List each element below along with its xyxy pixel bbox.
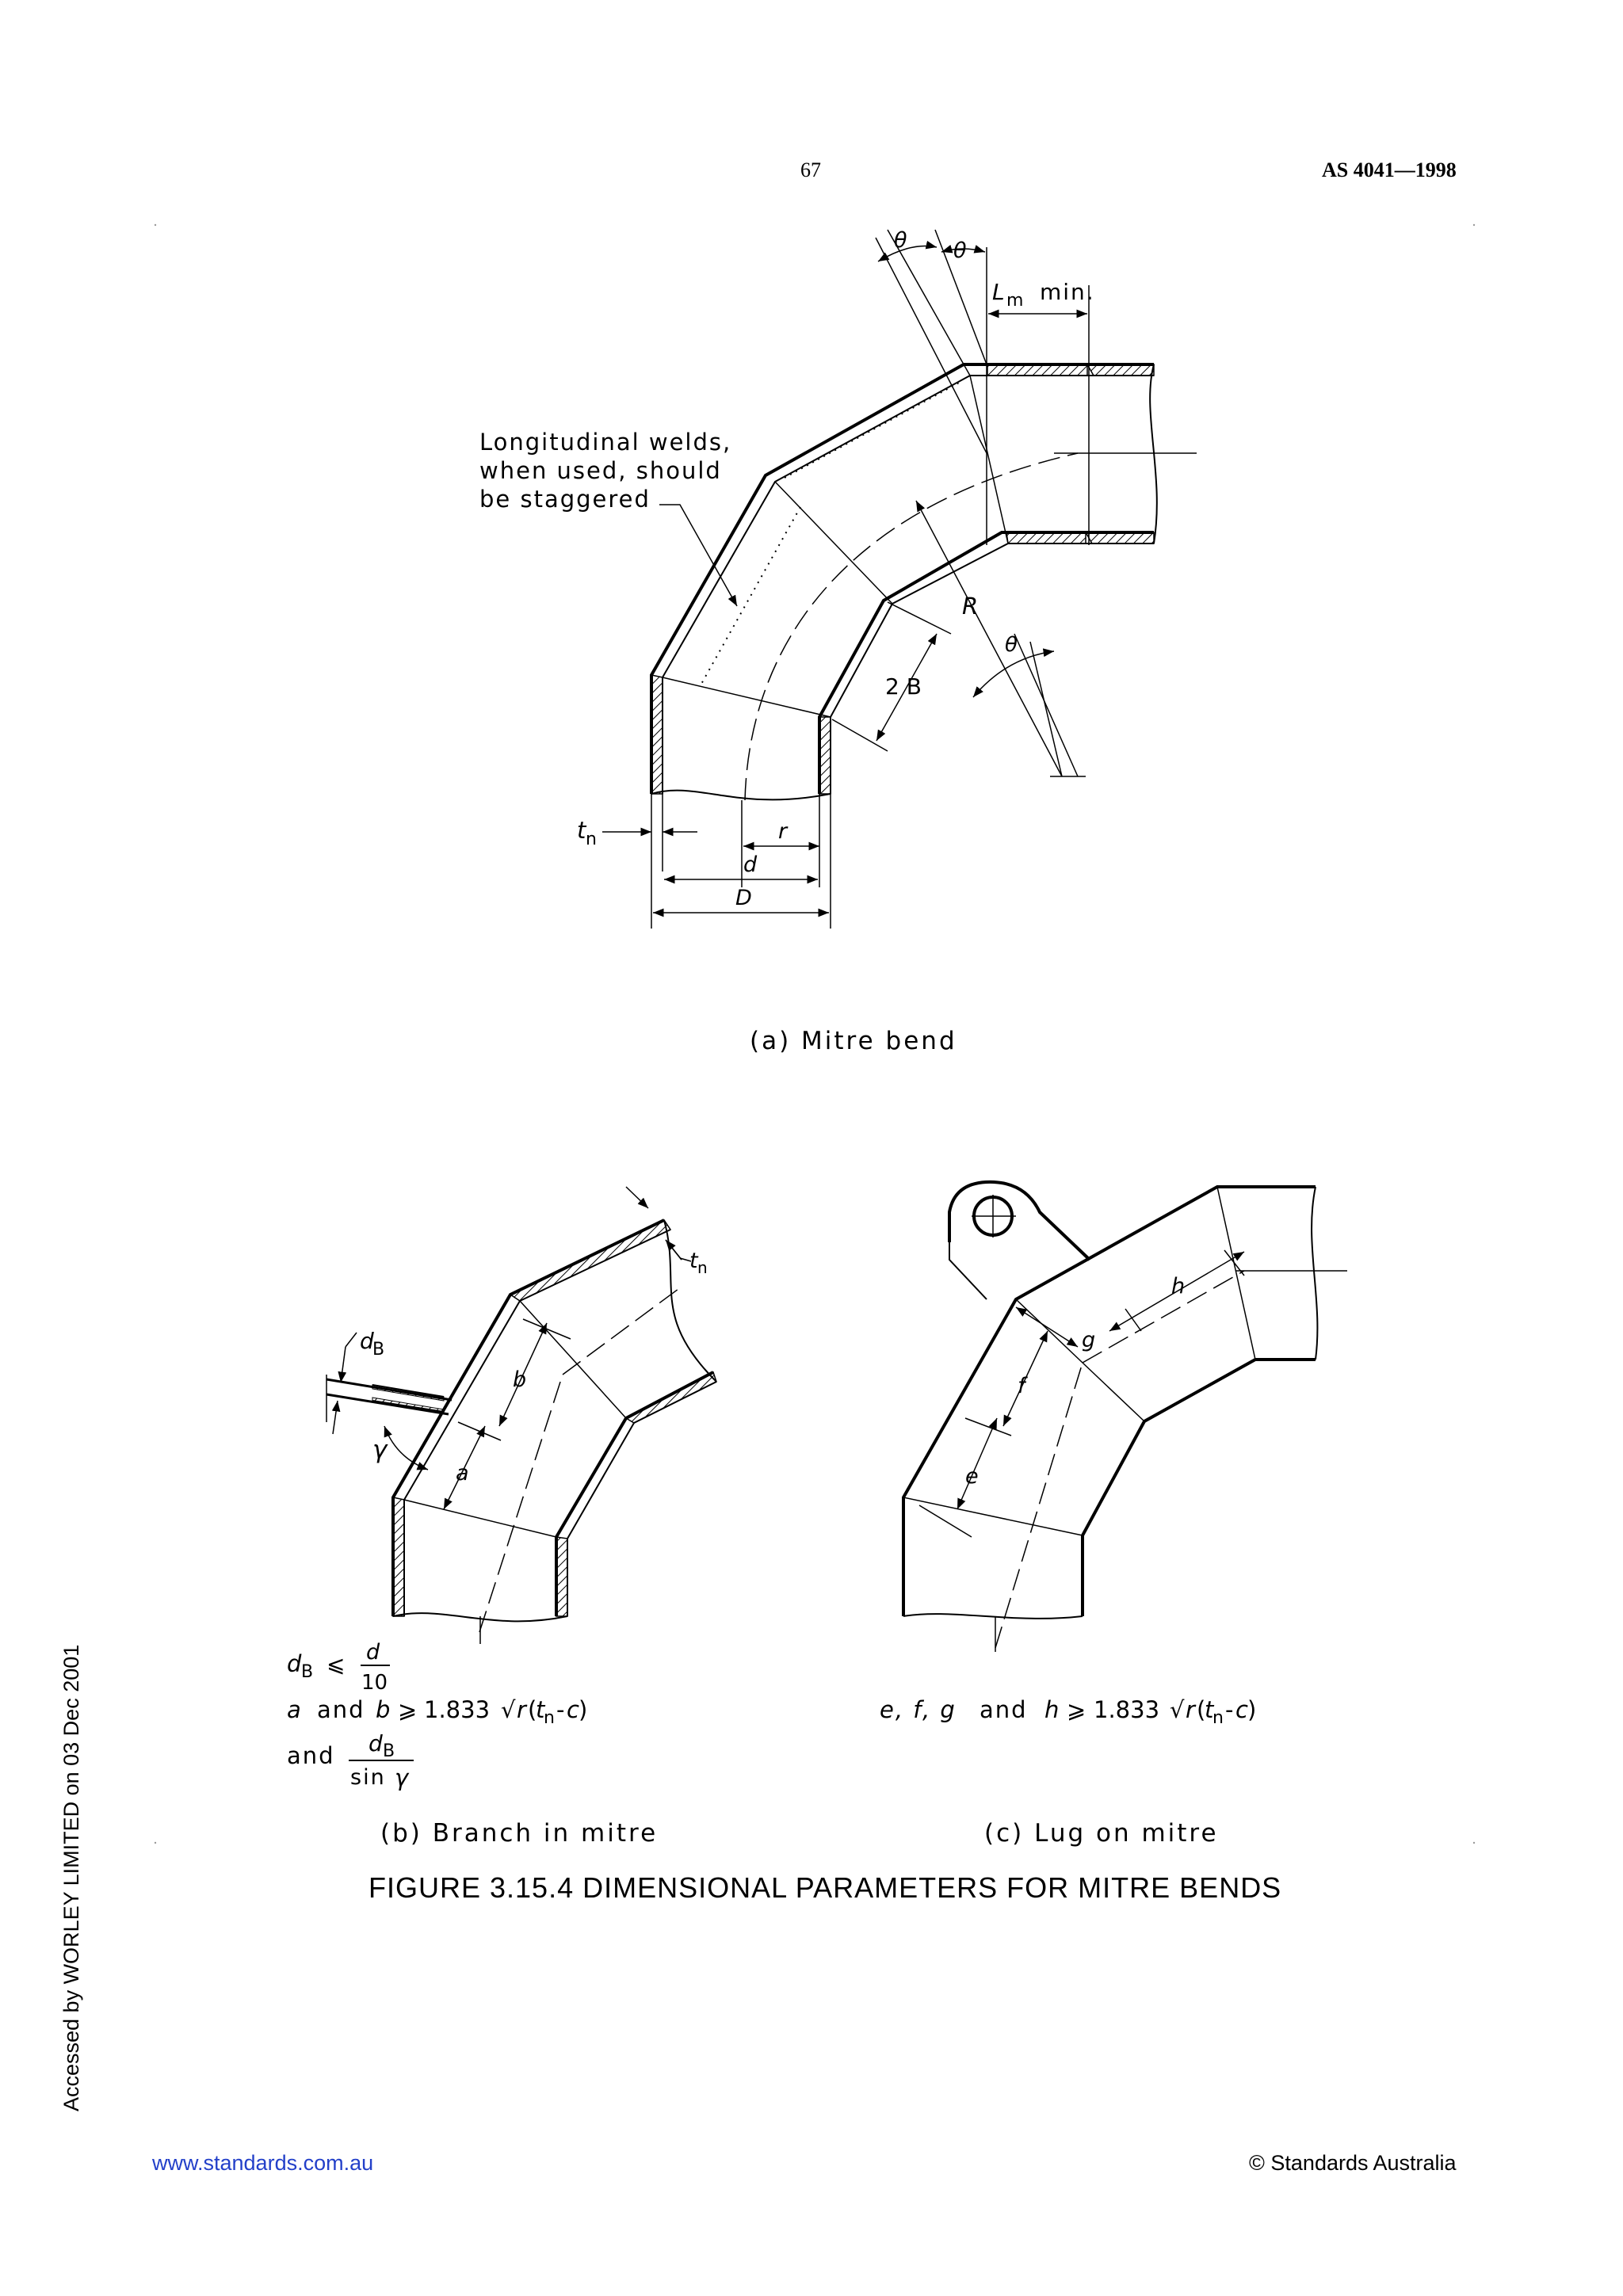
- formula-efgh: [880, 1696, 1256, 1728]
- svg-text:and: and: [317, 1696, 365, 1723]
- standard-identifier: AS 4041—1998: [1322, 158, 1457, 181]
- formula-db: [287, 1640, 390, 1695]
- svg-text:d: d: [366, 1640, 380, 1665]
- svg-text:1.833: 1.833: [1094, 1696, 1160, 1723]
- caption-a: (a) Mitre bend: [750, 1027, 957, 1055]
- svg-text:t: t: [536, 1696, 545, 1723]
- inner-wall: [556, 1372, 713, 1616]
- weld-note-line-1: Longitudinal welds,: [479, 429, 732, 456]
- svg-text:γ: γ: [395, 1764, 409, 1791]
- footer-url-link[interactable]: www.standards.com.au: [152, 2151, 374, 2175]
- svg-text:B: B: [383, 1741, 395, 1761]
- f-label: f: [1018, 1374, 1025, 1398]
- svg-text:d: d: [369, 1730, 383, 1756]
- theta-label-2: θ: [953, 238, 967, 263]
- figure-a-mitre-bend: [602, 230, 1197, 929]
- page-number: 67: [800, 158, 821, 181]
- figure-c-lug-on-mitre: [903, 1182, 1347, 1652]
- svg-text:r: r: [1186, 1696, 1195, 1723]
- svg-text:10: 10: [361, 1671, 388, 1695]
- h-label: h: [1171, 1274, 1186, 1299]
- footer-copyright: © Standards Australia: [1249, 2151, 1457, 2175]
- caption-b: (b) Branch in mitre: [380, 1819, 659, 1848]
- outer-wall: [903, 1187, 1316, 1616]
- lm-label: L: [992, 279, 1005, 305]
- gamma-label: γ: [372, 1436, 388, 1464]
- tn-label: t: [689, 1249, 698, 1273]
- weld-note-line-3: be staggered: [479, 486, 651, 513]
- lm-min-label: min.: [1040, 279, 1095, 305]
- svg-text:c: c: [1235, 1696, 1248, 1723]
- svg-text:√: √: [501, 1696, 516, 1723]
- db-label: d: [360, 1328, 374, 1354]
- svg-text:): ): [579, 1696, 588, 1723]
- svg-text:⩾: ⩾: [398, 1696, 418, 1723]
- big-d-label: D: [735, 886, 752, 910]
- r-radius-label: R: [962, 593, 979, 620]
- formula-sin-gamma: [287, 1730, 414, 1791]
- figure-title: FIGURE 3.15.4 DIMENSIONAL PARAMETERS FOR MITRE BENDS: [369, 1871, 1282, 1904]
- theta-label-1: θ: [894, 228, 907, 253]
- svg-text:n: n: [1212, 1708, 1224, 1728]
- formula-a-b: [287, 1696, 587, 1728]
- lm-subscript: m: [1006, 291, 1024, 311]
- tn-subscript: n: [697, 1258, 708, 1277]
- two-b-label: 2 B: [885, 673, 922, 700]
- svg-text:(: (: [1197, 1696, 1206, 1723]
- svg-text:a: a: [287, 1696, 301, 1723]
- svg-text:d: d: [287, 1650, 302, 1677]
- svg-text:sin: sin: [350, 1765, 386, 1790]
- figure-b-branch-in-mitre: [327, 1187, 716, 1644]
- db-subscript: B: [372, 1340, 385, 1360]
- tn-subscript: n: [586, 830, 597, 849]
- svg-text:c: c: [567, 1696, 579, 1723]
- svg-text:and: and: [287, 1742, 335, 1769]
- tn-label: t: [577, 817, 586, 844]
- caption-c: (c) Lug on mitre: [984, 1819, 1219, 1848]
- a-label: a: [456, 1461, 469, 1486]
- svg-text:t: t: [1205, 1696, 1214, 1723]
- b-label: b: [513, 1367, 527, 1392]
- svg-text:B: B: [301, 1662, 314, 1682]
- svg-text:(: (: [528, 1696, 537, 1723]
- svg-text:b: b: [376, 1696, 391, 1723]
- weld-note-line-2: when used, should: [479, 457, 722, 484]
- svg-text:1.833: 1.833: [424, 1696, 491, 1723]
- svg-text:-: -: [1225, 1696, 1234, 1723]
- e-label: e: [965, 1464, 979, 1489]
- lug: [949, 1182, 1090, 1260]
- svg-text:-: -: [556, 1696, 565, 1723]
- d-label: d: [743, 852, 758, 877]
- svg-text:): ): [1247, 1696, 1257, 1723]
- svg-text:⩾: ⩾: [1067, 1696, 1086, 1723]
- inner-wall: [1083, 1360, 1316, 1616]
- svg-text:h: h: [1044, 1696, 1060, 1723]
- svg-text:⩽: ⩽: [327, 1651, 346, 1677]
- svg-text:r: r: [517, 1696, 526, 1723]
- svg-text:n: n: [544, 1708, 555, 1728]
- figure-a-labels: [479, 228, 1095, 910]
- r-label: r: [778, 819, 788, 844]
- theta-label-3: θ: [1005, 633, 1018, 657]
- g-label: g: [1082, 1328, 1096, 1352]
- svg-text:e, f, g: e, f, g: [880, 1696, 957, 1723]
- svg-text:and: and: [980, 1696, 1028, 1723]
- outer-wall: [393, 1220, 664, 1616]
- svg-text:√: √: [1170, 1696, 1185, 1723]
- inner-wall: [819, 532, 1154, 794]
